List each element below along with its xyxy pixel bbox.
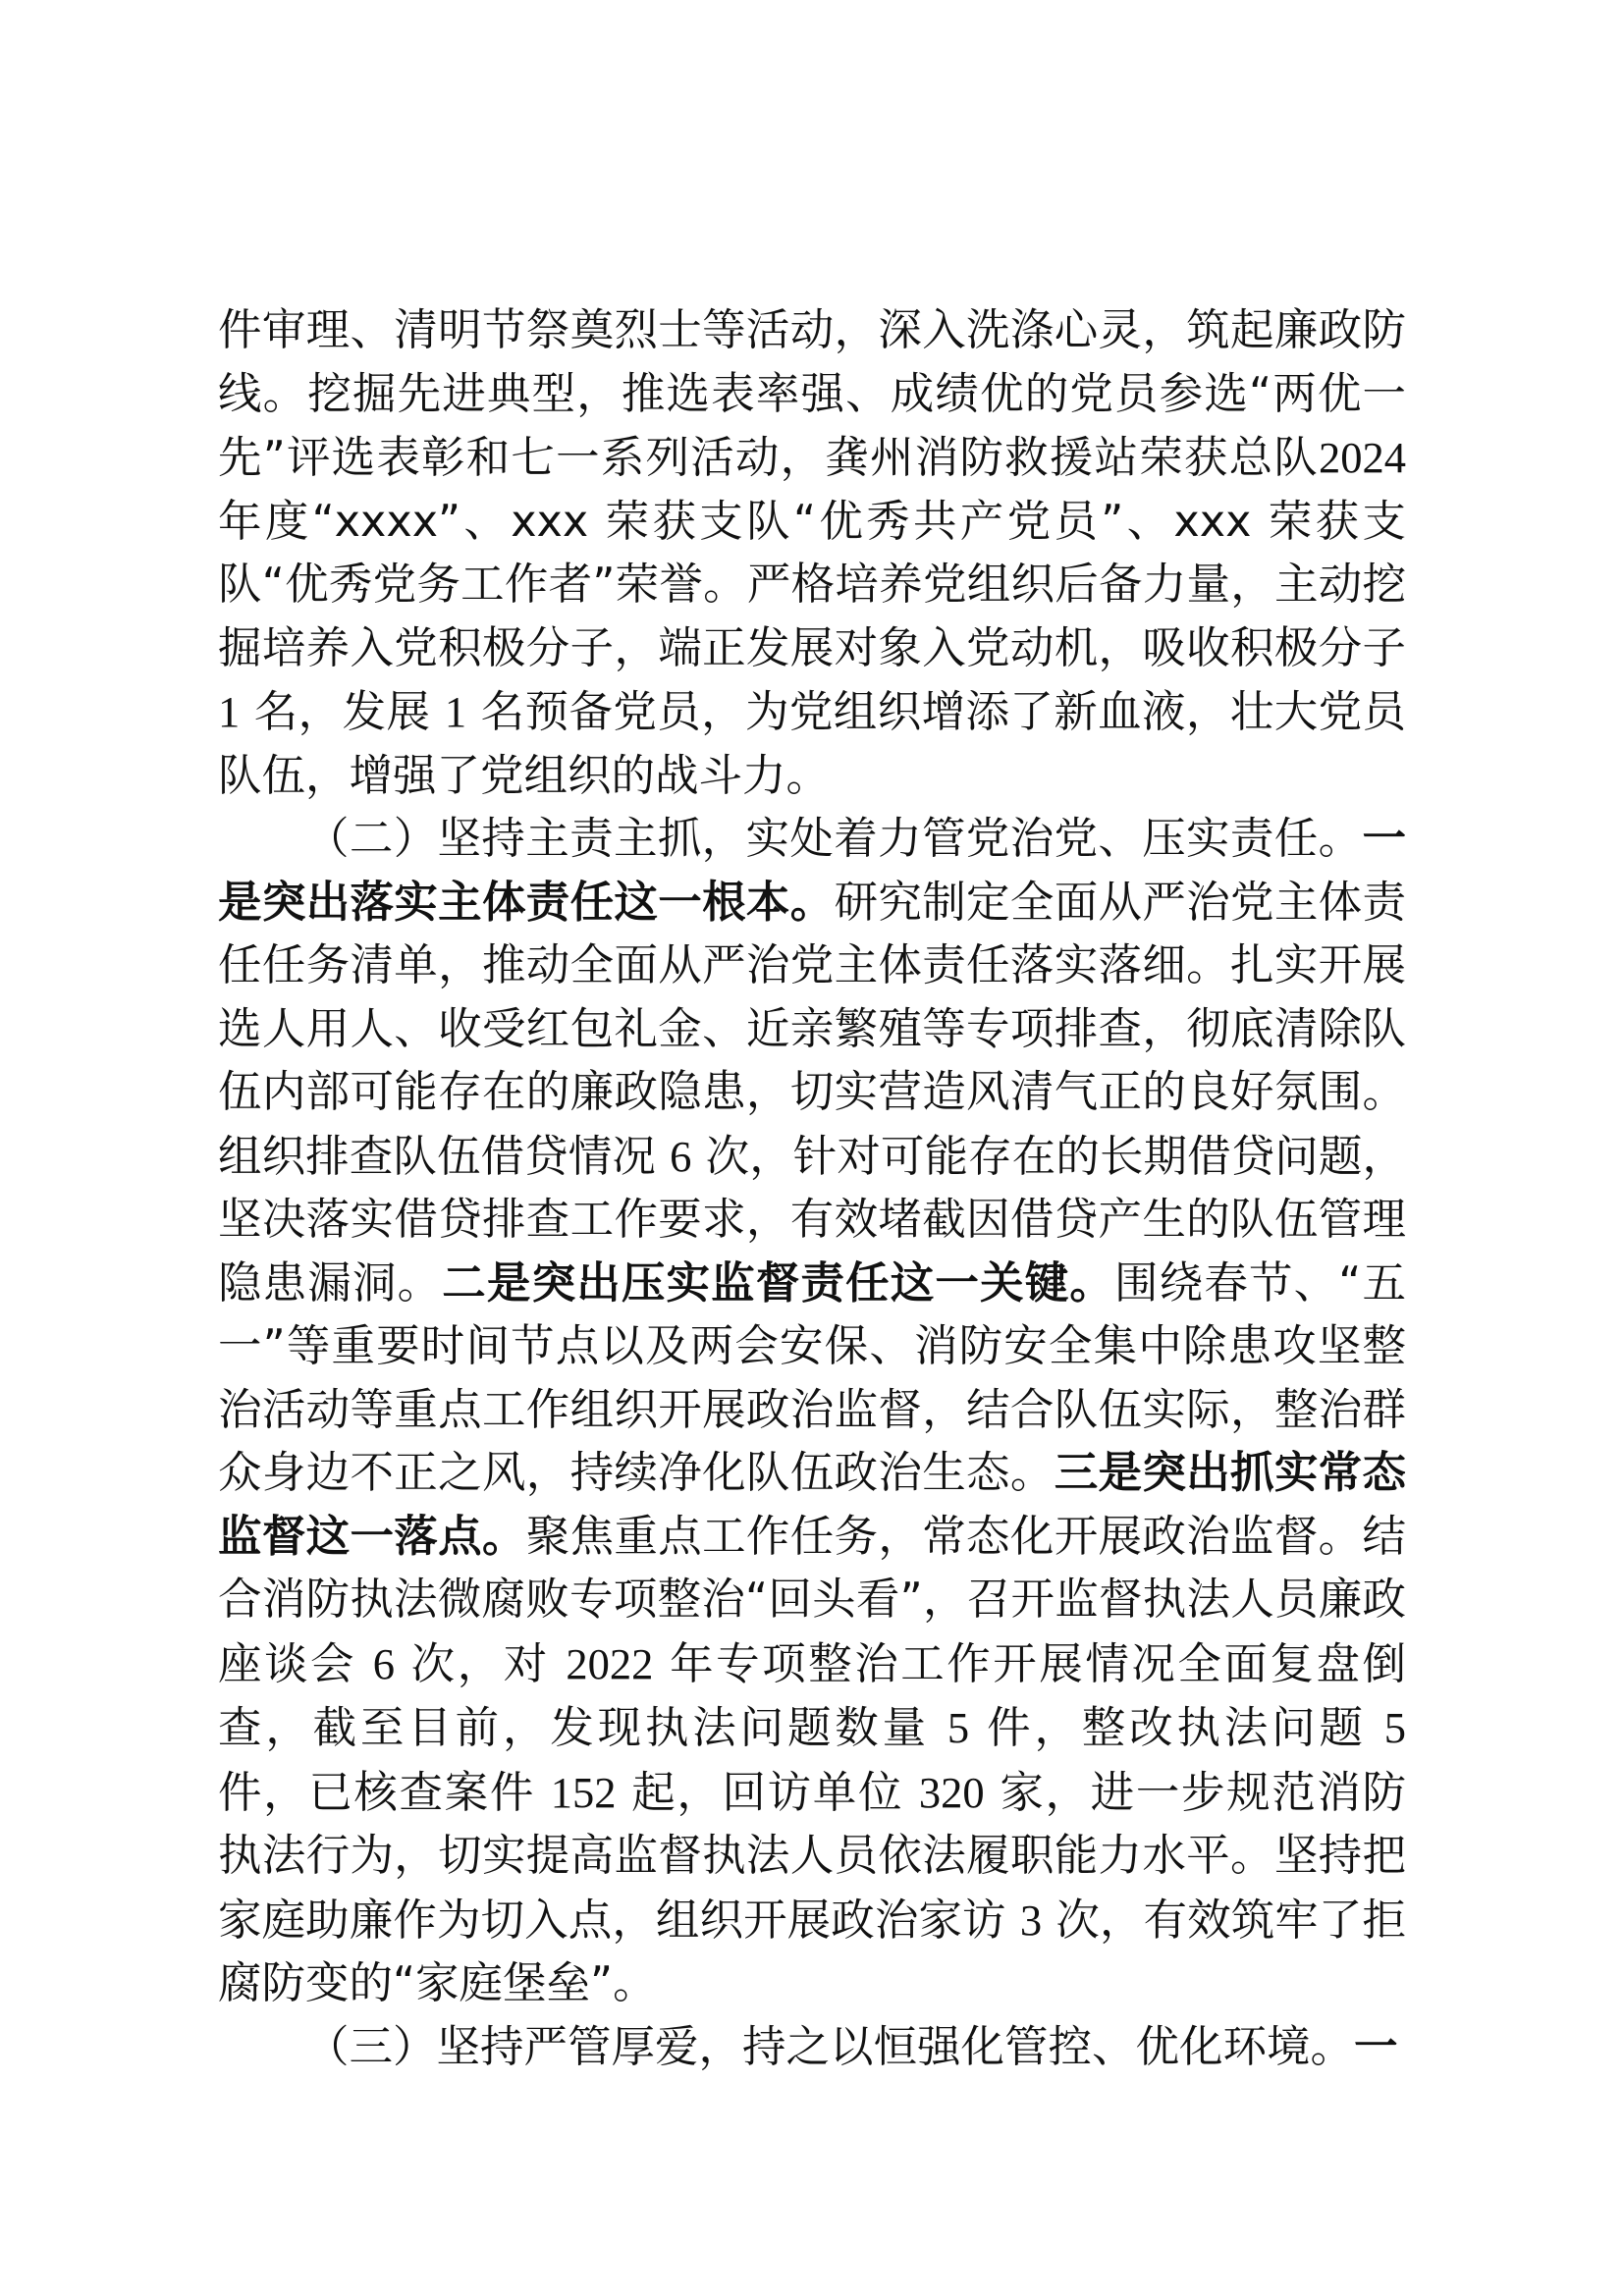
- document-body: [218, 299, 1406, 2079]
- document-paragraph: [218, 808, 1406, 2016]
- numeric-text: 1: [218, 687, 241, 736]
- body-text: 名预备党员，为党组织增添了新血液，壮大党员队伍，增强了党组织的战斗力。: [218, 687, 1406, 801]
- body-text: 件，整改执法问题: [969, 1703, 1384, 1753]
- body-text: 家，进一步规范消防执法行为，切实提高监督执法人员依法履职能力水平。坚持把家庭助廉作为切入点，组织开展政治家访: [218, 1767, 1406, 1946]
- numeric-text: 152: [550, 1767, 617, 1817]
- body-text: 件审理、清明节祭奠烈士等活动，深入洗涤心灵，筑起廉政防线。挖掘先进典型，推选表率强、成绩优的党员参选“两优一先”评选表彰和七一系列活动，龚州消防救援站荣获总队: [218, 305, 1406, 483]
- body-text: 件，已核查案件: [218, 1767, 551, 1818]
- body-text: 次，针对可能存在的长期借贷问题，坚决落实借贷排查工作要求，有效堵截因借贷产生的队伍管理隐患漏洞。: [218, 1131, 1406, 1308]
- body-text: 围绕春节、“五一”等重要时间节点以及两会安保、消防安全集中除患攻坚整治活动等重点工作组织开展政治监督，结合队伍实际，整治群众身边不正之风，持续净化队伍政治生态。: [218, 1257, 1406, 1498]
- bold-heading-text: 一: [1354, 2021, 1398, 2072]
- numeric-text: 1: [444, 687, 467, 736]
- body-text: 次，有效筑牢了拒腐防变的“家庭堡垒”。: [218, 1895, 1406, 2008]
- numeric-text: 6: [670, 1131, 692, 1181]
- document-paragraph: [218, 2016, 1406, 2080]
- bold-heading-text: 一是突出落实主体责任这一根本。: [218, 814, 1406, 928]
- numeric-text: 6: [372, 1638, 395, 1688]
- body-text: 起，回访单位: [616, 1767, 919, 1818]
- body-text: 年专项整治工作开展情况全面复盘倒查，截至目前，发现执法问题数量: [218, 1638, 1406, 1753]
- numeric-text: 2024: [1319, 433, 1406, 482]
- bold-heading-text: 二是突出压实监督责任这一关键。: [442, 1257, 1115, 1308]
- numeric-text: 2022: [566, 1638, 654, 1688]
- numeric-text: 320: [918, 1767, 985, 1817]
- bold-heading-text: 三是突出抓实常态监督这一落点。: [218, 1448, 1406, 1562]
- numeric-text: 3: [1019, 1895, 1043, 1945]
- body-text: 名，发展: [240, 687, 445, 737]
- numeric-text: 5: [947, 1703, 970, 1752]
- body-text: 年度“xxxx”、xxx 荣获支队“优秀共产党员”、xxx 荣获支队“优秀党务工作者”荣誉。严格培养党组织后备力量，主动挖掘培养入党积极分子，端正发展对象入党动机，吸收积极分子: [218, 496, 1406, 673]
- numeric-text: 5: [1383, 1703, 1407, 1752]
- body-text: 次，对: [395, 1638, 567, 1689]
- body-text: （三）坚持严管厚爱，持之以恒强化管控、优化环境。: [305, 2021, 1355, 2072]
- body-text: 聚焦重点工作任务，常态化开展政治监督。结合消防执法微腐败专项整治“回头看”，召开监督执法人员廉政座谈会: [218, 1511, 1406, 1689]
- body-text: （二）坚持主责主抓，实处着力管党治党、压实责任。: [305, 814, 1363, 864]
- document-paragraph: [218, 299, 1406, 808]
- body-text: 研究制定全面从严治党主体责任任务清单，推动全面从严治党主体责任落实落细。扎实开展选人用人、收受红包礼金、近亲繁殖等专项排查，彻底清除队伍内部可能存在的廉政隐患，切实营造风清气正的良好氛围。组织排查队伍借贷情况: [218, 877, 1406, 1182]
